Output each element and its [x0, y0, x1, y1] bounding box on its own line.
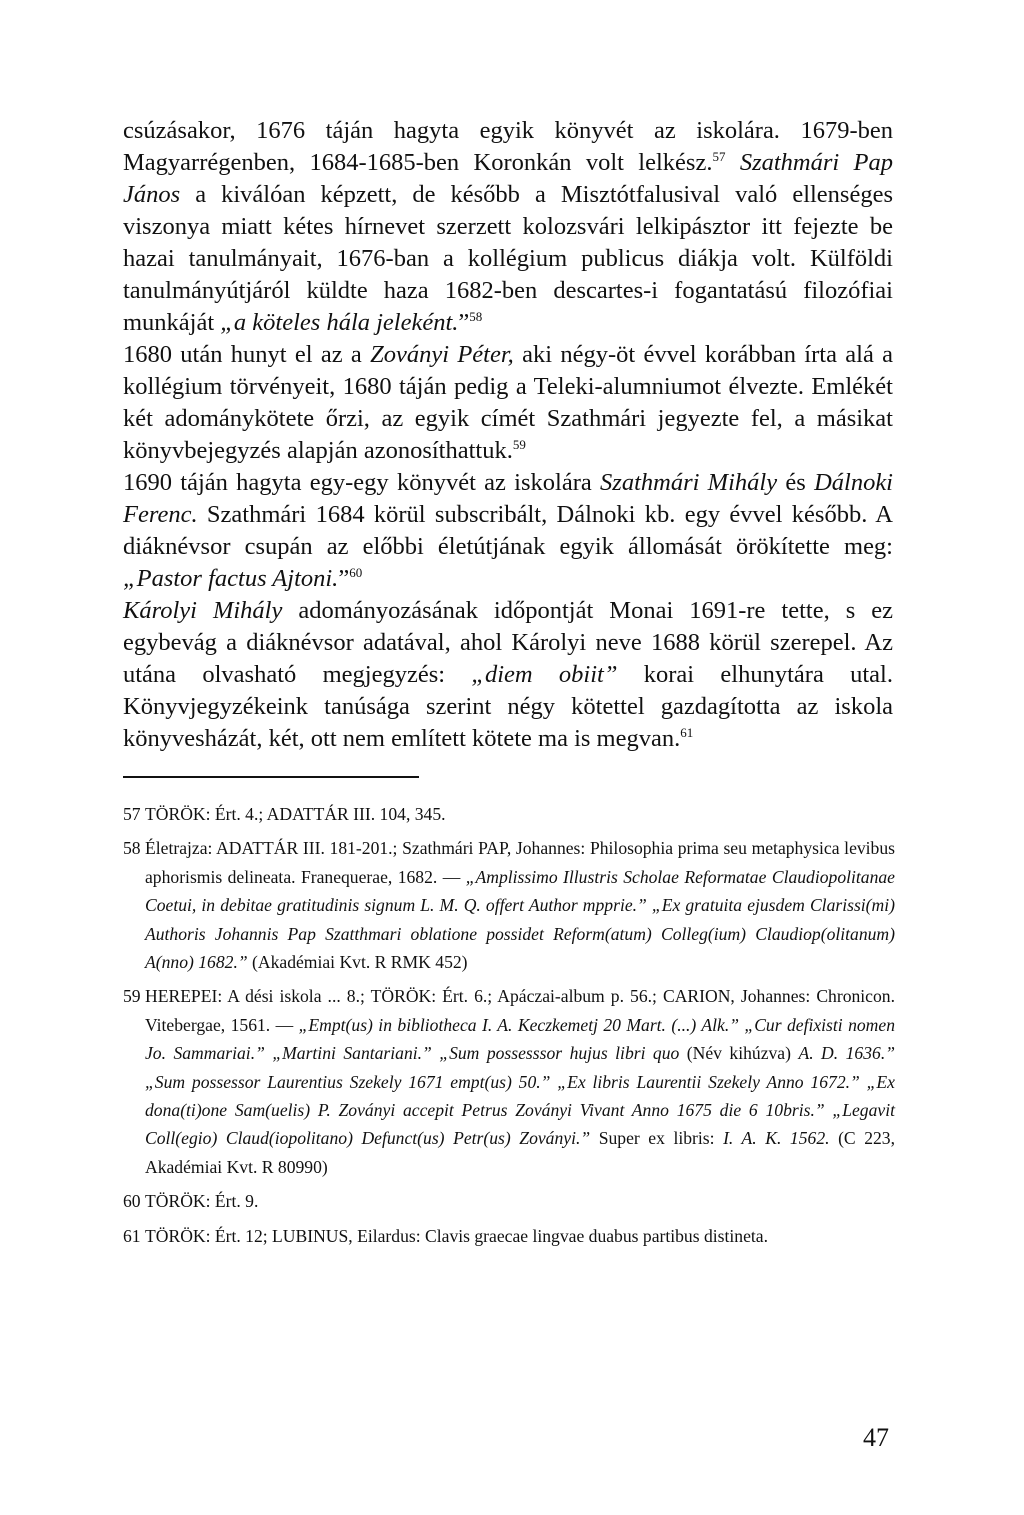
paragraph: [123, 467, 893, 595]
body-sentence: adományozásának időpontját Monai 1691-re tette, s ez egybevág a diáknévsor adatával, ahol Károlyi neve 1688 körül szerepel. Az utána olvasható megjegyzés:: [123, 597, 893, 688]
quotation: „Pastor factus Ajtoni.: [123, 565, 339, 592]
footnote-number: 58: [123, 838, 141, 859]
footnote-segment: Super ex libris:: [590, 1128, 724, 1149]
footnote-number: 61: [123, 1225, 141, 1246]
person-name: Szathmári Mihály: [600, 469, 778, 496]
body-sentence: aki négy-öt évvel korábban írta alá a kollégium törvényeit, 1680 táján pedig a Teleki-alumniumot élvezte. Emlékét két adománykötete őrzi, az egyik címét Szathmári jegyezte fel, a másikat könyvbejegyzés alapján azonosíthattuk.: [123, 341, 893, 464]
footnote-number: 59: [123, 986, 141, 1007]
body-text: [123, 115, 893, 755]
footnote-segment: (Akadémiai Kvt. R RMK 452): [247, 952, 468, 973]
page-number: 47: [863, 1423, 889, 1452]
footnote-inscription: I. A. K. 1562.: [723, 1128, 830, 1149]
footnote-59: [123, 982, 895, 1181]
footnote-60: [123, 1187, 895, 1215]
footnote-segment: (Név kihúzva): [679, 1043, 799, 1064]
footnote-ref: 57: [712, 149, 726, 164]
person-name: Károlyi Mihály: [123, 597, 283, 624]
body-sentence: csúzásakor, 1676 táján hagyta egyik könyvét az iskolára. 1679-ben Magyarrégenben, 1684-1685-ben Koronkán volt lelkész.: [123, 117, 893, 176]
footnote-text: [145, 834, 895, 976]
footnote-61: [123, 1222, 895, 1250]
paragraph: [123, 595, 893, 755]
footnote-inscription: „Empt(us) in bibliotheca I. A. Keczkemetj 20 Mart. (...) Alk.” „Cur defixisti nomen Jo. Sammariai.” „Martini Santariani.” „Sum possesssor hujus libri quo: [145, 1014, 895, 1064]
body-sentence: 1690 táján hagyta egy-egy könyvét az iskolára: [123, 469, 601, 496]
footnote-58: [123, 834, 895, 976]
body-sentence: a kiválóan képzett, de később a Misztótfalusival való ellenséges viszonya miatt kétes hírnevet szerzett kolozsvári lelkipásztor itt fejezte be hazai tanulmányait, 1676-ban a kollégium publicus diákja volt. Külföldi tanulmányútjáról küldte haza 1682-ben descartes-i fogantatású filozófiai munkáját: [123, 181, 893, 336]
footnote-inscription: „Amplissimo Illustris Scholae Reformatae Claudiopolitanae Coetui, in debitae gratitudinis signum L. M. Q. offert Author mpprie.” „Ex gratuita ejusdem Clarissi(mi) Authoris Johannis Pap Szatthmari oblatione possidet Reform(atum) Colleg(ium) Claudiop(olitanum) A(nno) 1682.”: [145, 866, 895, 973]
footnote-segment: (C 223, Akadémiai Kvt. R 80990): [145, 1128, 895, 1177]
footnote-inscription: A. D. 1636.” „Sum possessor Laurentius Szekely 1671 empt(us) 50.” „Ex libris Laurentii Szekely Anno 1672.” „Ex dona(ti)one Sam(uelis) P. Zoványi accepit Petrus Zoványi Vivant Anno 1675 die 6 10bris.” „Legavit Coll(egio) Claud(iopolitano) Defunct(us) Petr(us) Zoványi.”: [145, 1043, 896, 1149]
body-sentence: 1680 után hunyt el az a: [123, 341, 371, 368]
footnote-text: TÖRÖK: Ért. 4.; ADATTÁR III. 104, 345.: [145, 804, 446, 824]
paragraph: [123, 115, 893, 339]
person-name: Dálnoki Ferenc.: [123, 469, 893, 528]
footnote-divider: [123, 776, 419, 778]
footnote-ref: 59: [512, 437, 526, 452]
footnote-ref: 60: [349, 565, 363, 580]
footnote-text: TÖRÖK: Ért. 9.: [145, 1191, 259, 1212]
quotation: „diem obiit”: [471, 661, 618, 688]
footnote-text: [145, 982, 895, 1181]
footnote-segment: Életrajza: ADATTÁR III. 181-201.; Szathmári PAP, Johannes: Philosophia prima seu metaphysica levibus aphorismis delineata. Franequerae, 1682. —: [145, 838, 895, 887]
paragraph: [123, 339, 893, 467]
person-name: Zoványi Péter,: [370, 341, 514, 368]
body-sentence: és: [777, 469, 815, 496]
body-sentence: Szathmári 1684 körül subscribált, Dálnoki kb. egy évvel később. A diáknévsor csupán az előbbi életútjának egyik állomását örökítette meg:: [123, 501, 893, 560]
quote-close: ”: [458, 309, 470, 336]
quote-close: ”: [338, 565, 350, 592]
footnote-ref: 61: [680, 725, 694, 740]
body-sentence: korai elhunytára utal. Könyvjegyzékeink tanúsága szerint négy kötettel gazdagította az iskola könyvesházát, két, ott nem említett kötete ma is megvan.: [123, 661, 893, 752]
footnotes: [123, 800, 895, 1256]
person-name: Szathmári Pap János: [123, 149, 894, 208]
footnote-text: TÖRÖK: Ért. 12; LUBINUS, Eilardus: Clavis graecae lingvae duabus partibus distineta.: [145, 1225, 768, 1246]
footnote-ref: 58: [469, 309, 483, 324]
footnote-segment: HEREPEI: A dési iskola ... 8.; TÖRÖK: Ért. 6.; Apáczai-album p. 56.; CARION, Johannes: Chronicon. Vitebergae, 1561. —: [145, 986, 895, 1035]
footnote-57: [123, 800, 895, 828]
quotation: „a köteles hála jeleként.: [220, 309, 459, 336]
footnote-number: 57: [123, 804, 141, 824]
footnote-number: 60: [123, 1191, 141, 1212]
